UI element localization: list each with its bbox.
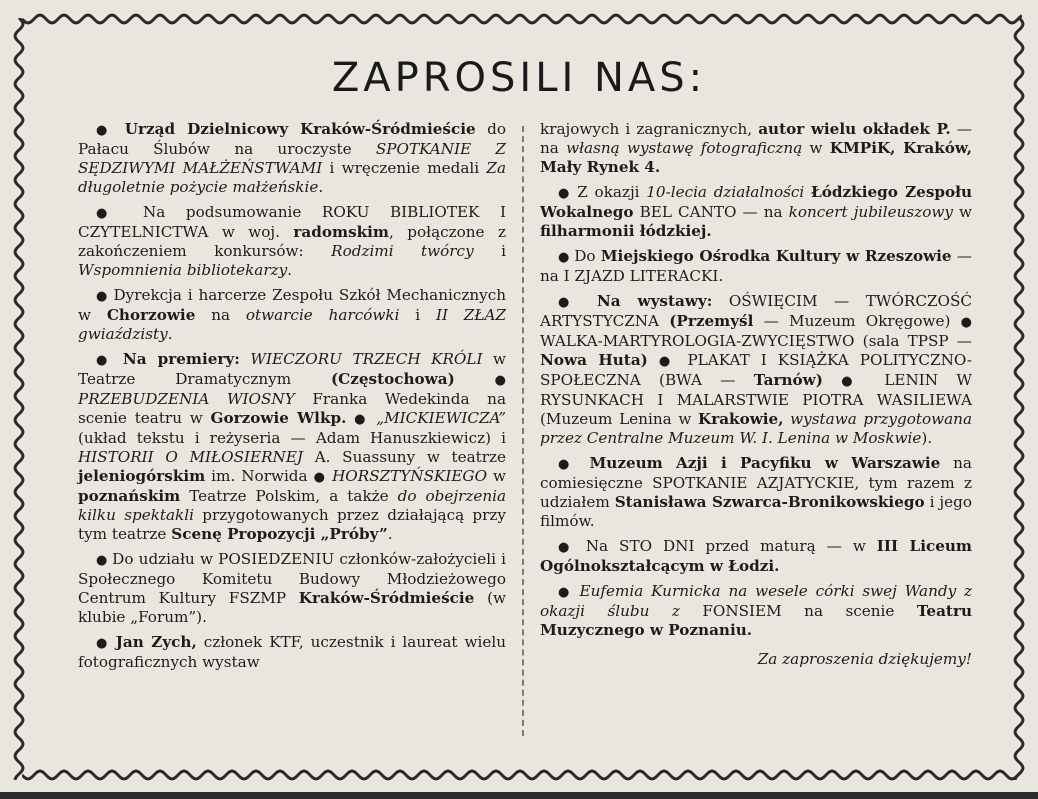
bullet-icon: ● xyxy=(96,636,116,651)
text-run: . xyxy=(287,261,292,279)
text-run: Wspomnienia bibliotekarzy xyxy=(78,261,288,279)
text-run: otwarcie harcówki xyxy=(245,306,400,324)
thanks-note: Za zaproszenia dziękujemy! xyxy=(757,650,972,668)
text-run: Na wystawy: xyxy=(596,292,713,310)
text-run: na comiesięczne SPOTKANIE AZJATYCKIE, tym razem z udziałem xyxy=(540,454,972,511)
announcement-paragraph xyxy=(78,120,506,197)
text-run: FONSIEM na scenie xyxy=(679,602,917,620)
text-run: Teatrze Polskim, a także xyxy=(180,487,398,505)
text-run: WIECZORU TRZECH KRÓLI xyxy=(250,350,483,368)
right-column xyxy=(540,120,972,675)
text-run: A. Suassuny w teatrze xyxy=(303,448,507,466)
text-run xyxy=(240,350,251,368)
text-run: . xyxy=(167,325,173,343)
text-run: , połączone z zakończeniem konkursów: xyxy=(78,223,507,260)
right-ornamental-border xyxy=(1012,18,1026,780)
bottom-ornamental-border xyxy=(22,768,1022,782)
text-run: wystawa przygotowana przez Centralne Muzeum W. I. Lenina w Moskwie xyxy=(540,410,972,447)
text-run: Jan Zych, xyxy=(115,633,197,651)
text-run: — Muzeum Okręgowe) xyxy=(753,312,961,330)
text-run: (Przemyśl xyxy=(669,312,754,330)
text-run: i xyxy=(399,306,436,324)
text-run: krajowych i zagranicznych, xyxy=(540,120,759,138)
bullet-icon: ● xyxy=(841,374,867,389)
text-run: Miejskiego Ośrodka Kultury w Rzeszowie xyxy=(600,247,952,265)
text-run: (Częstochowa) xyxy=(331,370,455,388)
announcement-paragraph xyxy=(78,203,506,280)
text-run: i xyxy=(473,242,507,260)
bullet-icon: ● xyxy=(96,353,123,368)
bullet-icon: ● xyxy=(558,540,586,555)
announcement-paragraph xyxy=(78,550,506,627)
text-run: Tarnów) xyxy=(753,371,823,389)
text-run: Urząd Dzielnicowy Kraków-Śródmieście xyxy=(124,120,476,138)
text-run: Muzeum Azji i Pacyfiku w Warszawie xyxy=(589,454,941,472)
text-run xyxy=(804,183,811,201)
text-run: Franka Wedekinda na scenie teatru w xyxy=(78,390,506,427)
text-run: PRZEBUDZENIA WIOSNY xyxy=(78,390,295,408)
text-run: (w klubie „Forum”). xyxy=(78,589,506,626)
text-run: HORSZTYŃSKIEGO xyxy=(332,467,488,485)
announcement-paragraph xyxy=(78,633,506,672)
text-run: Do udziału w POSIEDZENIU członków-założycieli i Społecznego Komitetu Budowy Młodzieżowego Centrum Kultury FSZMP xyxy=(78,550,506,607)
text-run: przygotowanych przez działającą przy tym teatrze xyxy=(78,506,507,543)
bottom-rule xyxy=(0,792,1038,799)
text-run: (układ tekstu i reżyseria — Adam Hanuszkiewicz) i xyxy=(78,429,506,447)
text-run: OŚWIĘCIM — TWÓRCZOŚĆ ARTYSTYCZNA xyxy=(540,292,973,330)
text-run: Kraków-Śródmieście xyxy=(298,589,475,607)
text-run: Na STO DNI przed maturą — w xyxy=(585,537,877,555)
bullet-icon: ● xyxy=(96,289,114,304)
text-run: w Teatrze Dramatycznym xyxy=(78,350,506,388)
announcement-paragraph xyxy=(540,183,972,241)
text-run xyxy=(648,351,659,369)
text-run: Za długoletnie pożycie małżeńskie xyxy=(78,159,507,196)
bullet-icon: ● xyxy=(558,250,575,265)
text-run: na xyxy=(195,306,246,324)
announcement-paragraph xyxy=(540,582,972,640)
text-run: Z okazji xyxy=(577,183,647,201)
text-run: 10-lecia działalności xyxy=(646,183,805,201)
text-run: Eufemia Kurnicka na wesele córki swej Wandy z okazji ślubu z xyxy=(540,582,972,620)
text-run: „MICKIEWICZA” xyxy=(376,409,507,427)
bullet-icon: ● xyxy=(558,186,578,201)
bullet-icon: ● xyxy=(354,412,369,427)
text-run: jeleniogórskim xyxy=(78,467,206,485)
announcement-paragraph xyxy=(540,454,972,531)
text-run: ). xyxy=(921,429,933,447)
top-ornamental-border xyxy=(22,12,1022,26)
text-run: do obejrzenia kilku spektakli xyxy=(78,487,507,524)
text-run: Krakowie, xyxy=(698,410,784,428)
text-run: Rodzimi twórcy xyxy=(331,242,474,260)
bullet-icon: ● xyxy=(96,206,143,221)
text-run: HISTORII O MIŁOSIERNEJ xyxy=(78,448,304,466)
text-run: Łódzkiego Zespołu Wokalnego xyxy=(540,183,972,221)
text-run: . xyxy=(387,525,393,543)
text-run: własną wystawę fotograficzną xyxy=(566,139,803,157)
text-run: Teatru Muzycznego w Poznaniu. xyxy=(540,602,972,639)
bullet-icon: ● xyxy=(96,553,113,568)
text-run: im. Norwida xyxy=(205,467,314,485)
text-run: Dyrekcja i harcerze Zespołu Szkół Mechanicznych w xyxy=(78,286,506,324)
bullet-icon: ● xyxy=(494,373,506,388)
text-run: w xyxy=(802,139,830,157)
announcement-paragraph xyxy=(540,292,972,448)
text-run: radomskim xyxy=(293,223,389,241)
text-run: członek KTF, uczestnik i laureat wielu fotograficznych wystaw xyxy=(78,633,506,671)
text-run: Stanisława Szwarca-Bronikowskiego xyxy=(614,493,925,511)
text-run: Na premiery: xyxy=(122,350,240,368)
announcement-paragraph xyxy=(540,120,972,177)
bullet-icon: ● xyxy=(558,295,597,310)
text-run: Scenę Propozycji „Próby” xyxy=(171,525,388,543)
left-column xyxy=(78,120,506,678)
text-run: Nowa Huta) xyxy=(540,351,648,369)
text-run: Do xyxy=(574,247,601,265)
text-run: BEL CANTO — na xyxy=(633,203,789,221)
text-run: PLAKAT I KSIĄŻKA POLITYCZNO-SPOŁECZNA (BWA — xyxy=(540,351,973,389)
text-run: WALKA-MARTYROLOGIA-ZWYCIĘSTWO (sala TPSP — xyxy=(540,332,972,350)
text-run: — na I ZJAZD LITERACKI. xyxy=(540,247,972,285)
bullet-icon: ● xyxy=(313,470,327,485)
bullet-icon: ● xyxy=(960,315,973,330)
text-run: do Pałacu Ślubów na uroczyste xyxy=(78,120,506,158)
text-run: — na xyxy=(540,120,973,157)
text-run: Gorzowie Wlkp. xyxy=(210,409,347,427)
text-run: w xyxy=(487,467,506,485)
text-run: i jego filmów. xyxy=(540,493,972,530)
text-run: autor wielu okładek P. xyxy=(758,120,951,138)
text-run: . xyxy=(318,178,324,196)
page-title: ZAPROSILI NAS: xyxy=(331,55,707,101)
text-run xyxy=(455,370,495,388)
announcement-paragraph xyxy=(540,247,972,286)
text-run: Na podsumowanie ROKU BIBLIOTEK I CZYTELNICTWA w woj. xyxy=(78,203,506,241)
text-run xyxy=(346,409,354,427)
bullet-icon: ● xyxy=(658,354,677,369)
announcement-paragraph xyxy=(78,350,506,544)
text-run: i wręczenie medali xyxy=(322,159,487,177)
announcement-paragraph xyxy=(78,286,506,344)
text-run: LENIN W RYSUNKACH I MALARSTWIE PIOTRA WASILIEWA (Muzeum Lenina w xyxy=(540,371,973,428)
text-run: KMPiK, Kraków, Mały Rynek 4. xyxy=(540,139,973,176)
text-run: II ZŁAZ gwiaździsty xyxy=(78,306,507,343)
text-run: SPOTKANIE Z SĘDZIWYMI MAŁŻEŃSTWAMI xyxy=(78,140,506,177)
bullet-icon: ● xyxy=(558,585,580,600)
bullet-icon: ● xyxy=(96,123,125,138)
text-run: filharmonii łódzkiej. xyxy=(540,222,712,240)
text-run: III Liceum Ogólnokształcącym w Łodzi. xyxy=(540,537,972,575)
left-ornamental-border xyxy=(12,18,26,780)
announcement-paragraph xyxy=(540,537,972,576)
text-run: Chorzowie xyxy=(106,306,196,324)
column-divider xyxy=(522,126,524,736)
bullet-icon: ● xyxy=(558,457,590,472)
text-run: koncert jubileuszowy xyxy=(788,203,953,221)
text-run xyxy=(823,371,841,389)
text-run: w xyxy=(952,203,972,221)
text-run: poznańskim xyxy=(78,487,181,505)
